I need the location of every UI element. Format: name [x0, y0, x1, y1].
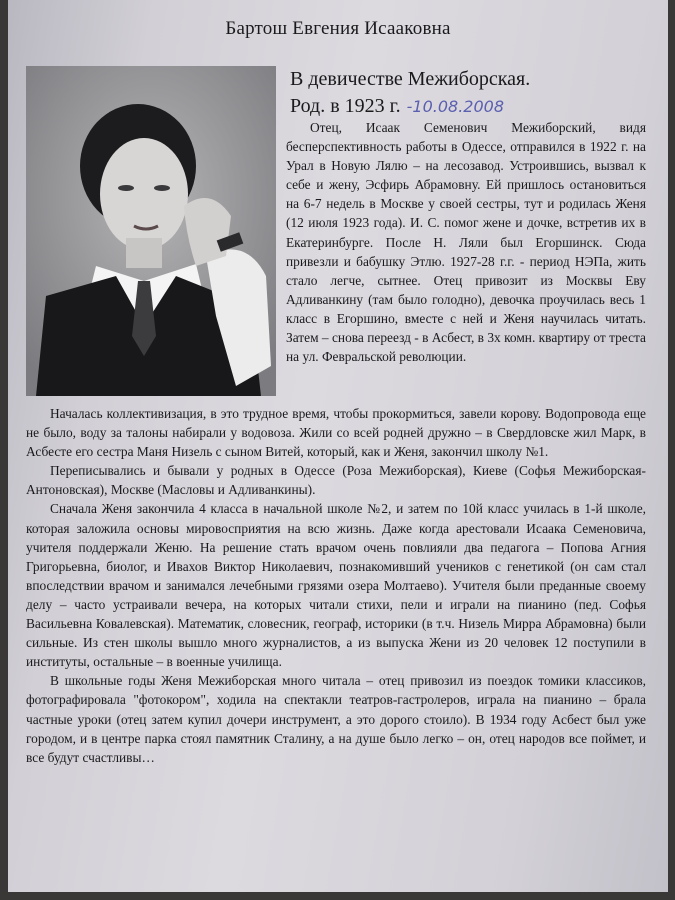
paragraph-2: Началась коллективизация, в это трудное время, чтобы прокормиться, завели корову. Водопровода еще не было, воду за талоны набирали у водовоза. Жили со всей родней дружно – в Свердловске жил Марк, в Асбесте его сестра Маня Низель с сыном Витей, который, как и Женя, закончил школу №1.	[26, 406, 646, 460]
paragraph-5: В школьные годы Женя Межиборская много читала – отец привозил из поездок томики классиков, фотографировала "фотокором", ходила на спектакли театров-гастролеров, играла на пианино – брала частные уроки (отец затем купил дочери инструмент, а это дорого стоило). В 1934 году Асбест был уже городом, и в центре парка стоял памятник Сталину, а на душе было легко – он, отец народов все поймет, и все будут счастливы…	[26, 673, 646, 765]
handwritten-date: -10.08.2008	[406, 97, 505, 116]
page-title: Бартош Евгения Исааковна	[225, 18, 451, 39]
portrait-image	[26, 66, 276, 396]
birth-year-line	[290, 93, 504, 120]
body-text	[26, 404, 646, 767]
maiden-name-heading: В девичестве Межиборская.	[290, 68, 531, 90]
paragraph-1: Отец, Исаак Семенович Межиборский, видя бесперспективность работы в Одессе, отправился в 1922 г. на Урал в Новую Лялю – на лесозавод. Устроившись, вызвал к себе и жену, Эсфирь Абрамовну. Ей пришлось остановиться на 6-7 недель в Москве у своей сестры, тут и родилась Женя (12 июля 1923 года). И. С. помог жене и дочке, встретив их в Екатеринбурге. После Н. Ляли был Егоршинск. Сюда привезли и бабушку Этлю. 1927-28 г.г. - период НЭПа, жить стало легче, сытнее. Отец привозит из Москвы Еву Адливанкину (там было голодно), девочка проучилась весь 1 класс в Егоршино, вместе с ней и Женя научилась читать. Затем – снова переезд - в Асбест, в 3х комн. квартиру от треста на ул. Февральской революции.	[286, 120, 646, 365]
portrait-photo	[26, 66, 276, 396]
birth-year: Род. в 1923 г.	[290, 95, 401, 117]
document-page	[8, 0, 668, 892]
paragraph-3: Переписывались и бывали у родных в Одессе (Роза Межиборская), Киеве (Софья Межиборская-Антоновская), Москве (Масловы и Адливанкины).	[26, 463, 646, 498]
paragraph-4: Сначала Женя закончила 4 класса в начальной школе №2, и затем по 10й класс училась в 1-й школе, которая заложила основы мировосприятия на всю жизнь. Даже когда арестовали Исаака Семеновича, учителя поддержали Женю. На решение стать врачом очень повлияли два педагога – Попова Агния Григорьевна, биолог, и Ивахов Виктор Николаевич, познакомивший учеников с генетикой (он сам стал впоследствии врачом и занимался лечебными грязями озера Молтаево). Учителя были преданные своему делу – часто устраивали вечера, на которых читали стихи, пели и играли на пианино (пед. Софья Васильевна Ковалевская). Математик, словесник, географ, историки (в т.ч. Низель Мирра Абрамовна) были сильные. Из стен школы вышло много журналистов, а из выпуска Жени из 20 человек 12 поступили в институты, остальные – в военные училища.	[26, 501, 646, 670]
text-column-beside-photo	[286, 118, 646, 366]
